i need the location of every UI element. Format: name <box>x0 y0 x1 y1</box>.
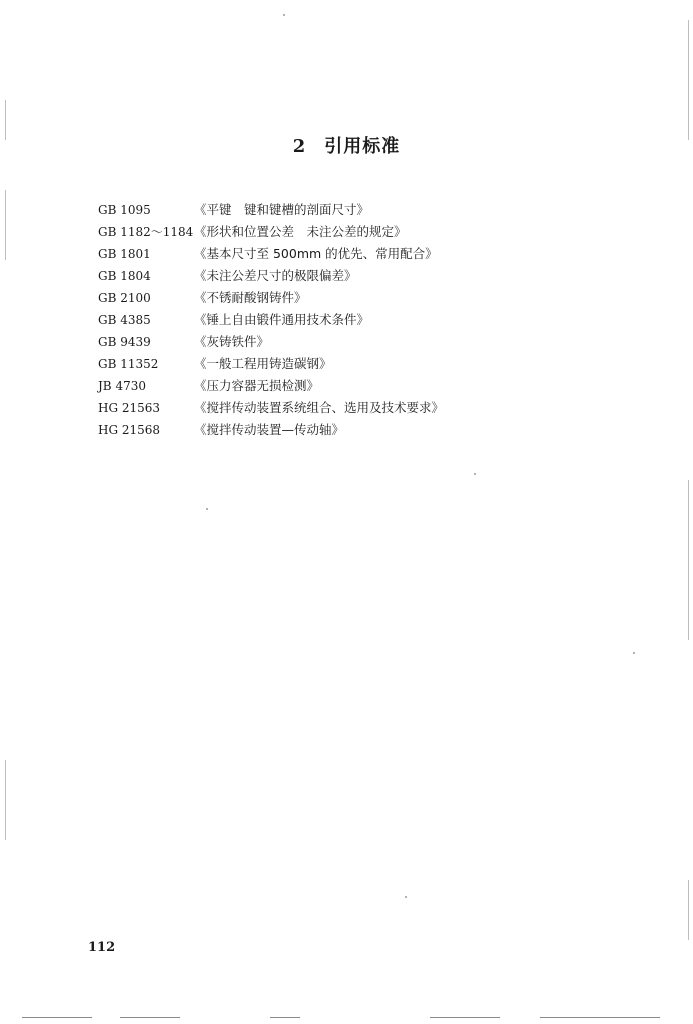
scan-artifact <box>688 480 689 640</box>
reference-item <box>98 265 618 287</box>
reference-item <box>98 375 618 397</box>
scan-speck <box>283 14 285 16</box>
scan-speck <box>405 896 407 898</box>
reference-item <box>98 221 618 243</box>
reference-code: GB 9439 <box>98 335 151 349</box>
scan-artifact <box>430 1017 500 1018</box>
reference-code: GB 4385 <box>98 313 151 327</box>
reference-code: GB 1804 <box>98 269 151 283</box>
scan-speck <box>206 508 208 510</box>
page-number: 112 <box>88 940 116 955</box>
reference-code: GB 2100 <box>98 291 151 305</box>
scan-artifact <box>22 1017 92 1018</box>
reference-item <box>98 243 618 265</box>
reference-code: GB 1182～1184 <box>98 225 194 239</box>
reference-item <box>98 309 618 331</box>
scan-artifact <box>5 190 6 260</box>
reference-code: HG 21568 <box>98 423 161 437</box>
reference-list <box>98 199 618 441</box>
section-heading <box>0 132 693 158</box>
scan-artifact <box>688 20 689 140</box>
reference-title: 《锤上自由锻件通用技术条件》 <box>194 312 370 327</box>
scan-artifact <box>270 1017 300 1018</box>
reference-item <box>98 199 618 221</box>
scan-artifact <box>540 1017 660 1018</box>
reference-code: GB 1801 <box>98 247 151 261</box>
reference-title: 《不锈耐酸钢铸件》 <box>194 290 307 305</box>
reference-title: 《压力容器无损检测》 <box>194 378 320 393</box>
reference-title: 《基本尺寸至 500mm 的优先、常用配合》 <box>194 246 438 261</box>
reference-item <box>98 397 618 419</box>
scan-speck <box>474 473 476 475</box>
scan-speck <box>633 652 635 654</box>
reference-title: 《搅拌传动装置系统组合、选用及技术要求》 <box>194 400 445 415</box>
section-title: 引用标准 <box>324 136 401 157</box>
reference-code: GB 1095 <box>98 203 151 217</box>
scan-artifact <box>120 1017 180 1018</box>
reference-code: GB 11352 <box>98 357 159 371</box>
reference-code: HG 21563 <box>98 401 161 415</box>
reference-title: 《一般工程用铸造碳钢》 <box>194 356 332 371</box>
reference-item <box>98 419 618 441</box>
reference-item <box>98 331 618 353</box>
reference-title: 《形状和位置公差 未注公差的规定》 <box>194 224 407 239</box>
reference-title: 《未注公差尺寸的极限偏差》 <box>194 268 357 283</box>
reference-title: 《灰铸铁件》 <box>194 334 270 349</box>
reference-item <box>98 353 618 375</box>
reference-code: JB 4730 <box>98 379 146 393</box>
reference-item <box>98 287 618 309</box>
scan-artifact <box>5 760 6 840</box>
reference-title: 《平键 键和键槽的剖面尺寸》 <box>194 202 370 217</box>
section-number: 2 <box>292 136 307 157</box>
scan-artifact <box>688 880 689 940</box>
reference-title: 《搅拌传动装置—传动轴》 <box>194 422 345 437</box>
